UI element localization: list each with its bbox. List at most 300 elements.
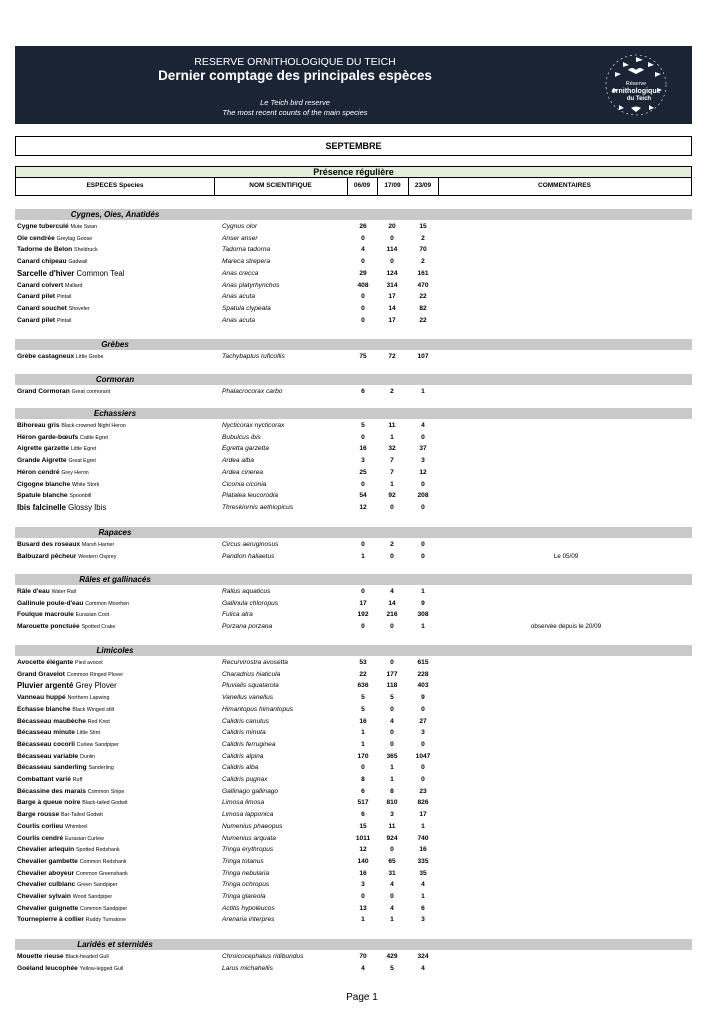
scientific-name: Calidris alpina [222, 752, 264, 760]
count-date-1: 26 [359, 223, 367, 230]
count-date-2: 92 [388, 492, 396, 500]
scientific-name: Threskiornis aethiopicus [222, 503, 294, 511]
count-date-2: 17 [388, 316, 396, 324]
count-date-3: 615 [417, 659, 429, 666]
count-date-1: 5 [361, 705, 365, 713]
count-date-2: 118 [386, 682, 398, 690]
species-en: Gadwall [68, 259, 88, 266]
species-fr: Avocette élégante [17, 659, 74, 666]
count-date-1: 0 [361, 541, 365, 548]
count-date-2: 4 [390, 717, 394, 725]
count-date-3: 37 [419, 445, 427, 453]
species-fr: Cigogne blanche [17, 480, 71, 488]
species-en: Black-tailed Godwit [82, 800, 128, 807]
species-en: Common Teal [76, 268, 125, 278]
count-date-3: 2 [421, 258, 425, 266]
count-date-3: 208 [417, 492, 429, 500]
species-fr: Bihoreau gris [17, 422, 60, 429]
section-title: Rapaces [98, 528, 132, 537]
scientific-name: Numenius arquata [222, 834, 276, 842]
page-title: Dernier comptage des principales espèces [158, 68, 432, 83]
scientific-name: Gallinago gallinago [222, 787, 279, 795]
count-date-3: 1047 [415, 752, 431, 760]
scientific-name: Circus aeruginosus [222, 541, 279, 548]
count-date-2: 5 [390, 964, 394, 972]
scientific-name: Anas acuta [222, 316, 255, 324]
section-header [15, 209, 692, 220]
count-date-3: 308 [417, 611, 429, 619]
table-row [15, 233, 692, 245]
table-row [15, 291, 692, 303]
count-date-1: 0 [361, 433, 365, 441]
section-header [15, 645, 692, 656]
species-en: Glossy Ibis [68, 502, 107, 512]
species-en: Yellow-legged Gull [79, 965, 124, 972]
count-date-3: 3 [421, 916, 425, 924]
species-en: Black Winged stilt [72, 706, 115, 713]
species-fr: Bécasseau variable [17, 752, 79, 760]
table-row [15, 739, 692, 751]
count-date-2: 4 [390, 904, 394, 912]
count-date-2: 1 [390, 480, 394, 488]
count-date-1: 0 [361, 764, 365, 772]
month-title: SEPTEMBRE [15, 136, 692, 156]
species-en: Wood Sandpiper [72, 894, 113, 900]
count-date-3: 0 [421, 776, 425, 783]
section-title: Cygnes, Oies, Anatidés [70, 210, 160, 219]
count-date-2: 32 [388, 445, 396, 453]
species-fr: Sarcelle d'hiver [17, 268, 75, 278]
count-date-2: 7 [390, 468, 394, 476]
species-en: Great cormorant [71, 389, 111, 395]
count-date-3: 324 [417, 953, 429, 960]
species-fr: Tadorne de Belon [17, 246, 73, 254]
table-row [15, 303, 692, 315]
scientific-name: Tringa totanus [222, 857, 264, 865]
table-row [15, 551, 692, 563]
species-fr: Ibis falcinelle [17, 502, 66, 512]
count-date-2: 5 [390, 694, 394, 702]
count-date-2: 429 [386, 953, 398, 960]
table-row [15, 891, 692, 903]
species-fr: Canard pilet [17, 293, 56, 301]
col-date-1: 06/09 [347, 178, 378, 196]
species-fr: Canard souchet [17, 304, 67, 312]
species-en: Ruddy Turnstone [85, 917, 127, 924]
scientific-name: Tadorna tadorna [222, 246, 271, 254]
count-date-1: 12 [359, 503, 367, 511]
count-date-1: 29 [359, 269, 367, 277]
species-fr: Goéland leucophée [17, 964, 78, 972]
count-date-3: 70 [419, 246, 427, 254]
comment: observée depuis le 20/09 [530, 623, 602, 631]
col-comments: COMMENTAIRES [438, 178, 692, 196]
species-name [17, 680, 117, 692]
species-name [17, 502, 106, 514]
count-date-1: 1011 [355, 834, 371, 842]
count-date-3: 0 [421, 764, 425, 772]
count-date-1: 1 [361, 916, 365, 924]
count-date-2: 1 [390, 776, 394, 783]
species-en: Dunlin [80, 753, 96, 760]
species-fr: Cygne tuberculé [17, 223, 69, 230]
count-date-2: 1 [390, 433, 394, 441]
species-en: Bar-Tailed Godwit [61, 812, 103, 819]
scientific-name: Fulica atra [222, 611, 253, 619]
species-en: Little Egret [70, 446, 97, 453]
scientific-name: Nycticorax nycticorax [222, 422, 285, 429]
table-row [15, 432, 692, 444]
scientific-name: Charadrius hiaticula [222, 670, 281, 678]
section-header [15, 408, 692, 419]
scientific-name: Ardea cinerea [222, 468, 264, 476]
count-date-1: 6 [361, 388, 365, 395]
table-row [15, 786, 692, 798]
count-date-2: 1 [390, 916, 394, 924]
species-en: Sanderling [88, 765, 114, 772]
count-date-1: 192 [357, 611, 369, 619]
species-en: Spotted Redshank [76, 847, 120, 854]
species-en: Little Grebe [76, 354, 104, 360]
count-date-2: 0 [390, 705, 394, 713]
table-row [15, 490, 692, 502]
species-en: Little Stint [76, 730, 101, 737]
species-en: Western Osprey [78, 553, 117, 560]
count-date-1: 636 [357, 682, 369, 690]
count-date-3: 107 [417, 353, 429, 360]
species-fr: Barge à queue noire [17, 799, 81, 807]
table-row [15, 598, 692, 610]
section-title: Cormoran [95, 375, 135, 384]
species-name [17, 268, 124, 280]
count-date-2: 0 [390, 552, 394, 560]
scientific-name: Calidris alba [222, 764, 259, 772]
species-name [17, 914, 126, 927]
species-en: Pintail [56, 294, 72, 301]
count-date-1: 1 [361, 729, 365, 737]
table-row [15, 386, 692, 398]
count-date-1: 13 [359, 904, 367, 912]
table-row [15, 256, 692, 268]
scientific-name: Himantopus himantopus [222, 705, 294, 713]
species-en: Northern Lapwing [67, 695, 110, 702]
scientific-name: Tachybaptus ruficollis [222, 353, 285, 360]
count-date-3: 23 [419, 787, 427, 795]
count-date-3: 740 [417, 834, 429, 842]
table-row [15, 221, 692, 233]
count-date-1: 53 [359, 659, 367, 666]
count-date-2: 8 [390, 787, 394, 795]
svg-text:ornithologique: ornithologique [611, 88, 661, 95]
count-date-2: 114 [386, 246, 398, 254]
count-date-2: 0 [390, 740, 394, 748]
species-fr: Foulque macroule [17, 611, 74, 619]
count-date-1: 517 [357, 799, 369, 807]
table-row [15, 903, 692, 915]
count-date-3: 0 [421, 433, 425, 441]
count-date-2: 177 [386, 670, 398, 678]
count-date-3: 161 [417, 269, 429, 277]
scientific-name: Chroicocephalus ridibundus [222, 953, 304, 960]
species-en: Spotted Crake [81, 624, 116, 631]
count-date-1: 6 [361, 787, 365, 795]
species-fr: Combattant varié [17, 776, 71, 783]
species-fr: Héron garde-bœufs [17, 433, 79, 441]
org-name: RESERVE ORNITHOLOGIQUE DU TEICH [194, 56, 396, 68]
species-en: Ruff [72, 777, 83, 783]
count-date-3: 0 [421, 705, 425, 713]
count-date-2: 2 [390, 541, 394, 548]
table-row [15, 268, 692, 280]
table-row [15, 502, 692, 514]
scientific-name: Tringa glareola [222, 893, 266, 900]
count-date-3: 335 [417, 857, 429, 865]
count-date-2: 20 [388, 223, 396, 230]
count-date-2: 0 [390, 729, 394, 737]
count-date-2: 65 [388, 857, 396, 865]
count-date-2: 216 [386, 611, 398, 619]
count-date-3: 35 [419, 869, 427, 877]
scientific-name: Limosa lapponica [222, 811, 274, 819]
species-en: Eurasian Curlew [65, 835, 104, 842]
count-date-1: 5 [361, 422, 365, 429]
table-row [15, 762, 692, 774]
col-species: ESPECES Species [15, 178, 215, 196]
section-title: Laridés et sternidés [77, 940, 153, 949]
count-date-1: 0 [361, 316, 365, 324]
count-date-1: 0 [361, 304, 365, 312]
page-number: Page 1 [346, 992, 378, 1003]
count-date-2: 11 [388, 422, 396, 429]
table-row [15, 586, 692, 598]
species-fr: Courlis corlieu [17, 822, 64, 830]
scientific-name: Actitis hypoleucos [222, 904, 275, 912]
species-fr: Chevalier culblanc [17, 881, 76, 889]
count-date-3: 1 [421, 623, 425, 631]
count-date-1: 0 [361, 893, 365, 900]
count-date-2: 0 [390, 846, 394, 854]
count-date-2: 72 [388, 353, 396, 360]
species-fr: Bécasseau sanderling [17, 764, 87, 772]
reserve-logo-icon [603, 50, 669, 120]
count-date-3: 82 [419, 304, 427, 312]
table-row [15, 669, 692, 681]
species-en: Great Egret [68, 458, 96, 465]
count-date-3: 3 [421, 457, 425, 465]
section-title: Grèbes [101, 340, 129, 349]
species-fr: Bécasseau cocorli [17, 740, 75, 748]
table-row [15, 455, 692, 467]
species-fr: Chevalier gambette [17, 857, 78, 865]
table-row [15, 716, 692, 728]
scientific-name: Ardea alba [222, 457, 254, 465]
table-row [15, 844, 692, 856]
count-date-3: 403 [417, 682, 429, 690]
species-name [17, 963, 123, 976]
scientific-name: Recurvirostra avosetta [222, 659, 288, 666]
scientific-name: Anas platyrhynchos [222, 281, 280, 289]
species-en: Grey Plover [75, 681, 117, 691]
count-date-2: 0 [390, 893, 394, 900]
scientific-name: Bubulcus ibis [222, 433, 261, 441]
count-date-1: 70 [359, 953, 367, 960]
count-date-2: 2 [390, 388, 394, 395]
count-date-3: 1 [421, 822, 425, 830]
section-header [15, 527, 692, 538]
table-row [15, 704, 692, 716]
count-date-3: 9 [421, 694, 425, 702]
count-date-1: 0 [361, 480, 365, 488]
count-date-2: 14 [388, 304, 396, 312]
section-header [15, 374, 692, 385]
species-fr: Pluvier argenté [17, 681, 74, 691]
comment: Le 05/09 [553, 552, 579, 560]
species-en: Pintail [56, 317, 72, 324]
count-date-3: 4 [421, 881, 425, 889]
table-row [15, 692, 692, 704]
table-row [15, 727, 692, 739]
count-date-1: 25 [359, 468, 367, 476]
section-title: Limicoles [96, 646, 134, 655]
col-date-2: 17/09 [377, 178, 409, 196]
subtitle-en-1: Le Teich bird reserve [260, 98, 330, 107]
species-fr: Tournepierre à collier [17, 916, 84, 924]
count-date-3: 9 [421, 599, 425, 607]
scientific-name: Cygnus olor [222, 223, 258, 230]
scientific-name: Phalacrocorax carbo [222, 388, 283, 395]
count-date-1: 1 [361, 740, 365, 748]
count-date-1: 4 [361, 246, 365, 254]
table-row [15, 797, 692, 809]
scientific-name: Spatula clypeata [222, 304, 271, 312]
species-en: Black-headed Gull [65, 954, 109, 960]
species-fr: Mouette rieuse [17, 953, 64, 960]
species-name [17, 315, 71, 328]
count-date-1: 0 [361, 623, 365, 631]
count-date-2: 0 [390, 234, 394, 242]
scientific-name: Calidris ferruginea [222, 740, 276, 748]
count-date-2: 31 [388, 869, 396, 877]
species-fr: Grèbe castagneux [17, 353, 75, 360]
count-date-1: 140 [357, 857, 369, 865]
count-date-2: 314 [386, 281, 398, 289]
scientific-name: Limosa limosa [222, 799, 265, 807]
table-row [15, 751, 692, 763]
species-fr: Barge rousse [17, 811, 60, 819]
species-en: Marsh Harrier [81, 542, 115, 548]
table-row [15, 539, 692, 551]
count-date-3: 0 [421, 552, 425, 560]
species-fr: Râle d'eau [17, 588, 50, 595]
species-en: Greylag Goose [56, 235, 93, 242]
species-en: Common Greenshank [76, 870, 128, 877]
count-date-2: 1 [390, 764, 394, 772]
table-row [15, 809, 692, 821]
count-date-1: 16 [359, 717, 367, 725]
count-date-1: 4 [361, 964, 365, 972]
table-row [15, 868, 692, 880]
count-date-1: 408 [357, 281, 369, 289]
scientific-name: Larus michahellis [222, 964, 273, 972]
species-fr: Canard chipeau [17, 258, 67, 266]
scientific-name: Egretta garzetta [222, 445, 269, 453]
species-fr: Héron cendré [17, 468, 60, 476]
col-scientific: NOM SCIENTIFIQUE [214, 178, 348, 196]
count-date-1: 75 [359, 353, 367, 360]
section-title: Râles et gallinacés [79, 575, 151, 584]
species-en: Common Sandpiper [80, 905, 128, 912]
count-date-3: 22 [419, 293, 427, 301]
scientific-name: Tringa ochropus [222, 881, 270, 889]
count-date-1: 6 [361, 811, 365, 819]
count-date-3: 1 [421, 893, 425, 900]
table-row [15, 420, 692, 432]
count-date-2: 924 [386, 834, 398, 842]
species-fr: Courlis cendré [17, 834, 64, 842]
species-en: Spoonbill [69, 493, 92, 500]
species-fr: Balbuzard pêcheur [17, 552, 77, 560]
count-date-2: 0 [390, 258, 394, 266]
count-date-3: 0 [421, 740, 425, 748]
count-date-3: 6 [421, 904, 425, 912]
species-en: Cattle Egret [80, 434, 109, 441]
species-name [17, 551, 116, 564]
count-date-1: 8 [361, 776, 365, 783]
count-date-3: 16 [419, 846, 427, 854]
count-date-1: 16 [359, 445, 367, 453]
section-header [15, 939, 692, 950]
header-banner [15, 46, 692, 124]
species-name [17, 386, 110, 399]
species-fr: Chevalier sylvain [17, 893, 71, 900]
count-date-3: 0 [421, 480, 425, 488]
table-row [15, 609, 692, 621]
scientific-name: Gallinula chloropus [222, 599, 279, 607]
species-en: Common Moorhen [85, 600, 130, 607]
scientific-name: Calidris canutus [222, 717, 269, 725]
species-en: Common Snipe [87, 788, 125, 795]
count-date-3: 27 [419, 717, 427, 725]
species-fr: Canard colvert [17, 281, 64, 289]
table-row [15, 657, 692, 669]
species-fr: Bécasseau maubèche [17, 717, 86, 725]
scientific-name: Platalea leucorodia [222, 492, 279, 500]
count-date-1: 17 [359, 599, 367, 607]
count-date-2: 4 [390, 588, 394, 595]
species-fr: Gallinule poule-d'eau [17, 599, 84, 607]
species-fr: Bécasseau minute [17, 729, 75, 737]
scientific-name: Vanellus vanellus [222, 694, 274, 702]
count-date-1: 5 [361, 694, 365, 702]
species-en: Red Knot [87, 718, 110, 725]
section-header [15, 339, 692, 350]
table-row [15, 856, 692, 868]
species-fr: Chevalier aboyeur [17, 869, 75, 877]
table-row [15, 479, 692, 491]
table-row [15, 833, 692, 845]
count-date-1: 170 [357, 752, 369, 760]
count-date-2: 365 [386, 752, 398, 760]
count-date-2: 14 [388, 599, 396, 607]
species-en: Grey Heron [61, 469, 89, 476]
table-row [15, 244, 692, 256]
table-row [15, 963, 692, 975]
scientific-name: Anas crecca [222, 269, 259, 277]
table-row [15, 315, 692, 327]
scientific-name: Pandion haliaetus [222, 552, 275, 560]
table-row [15, 467, 692, 479]
count-date-2: 17 [388, 293, 396, 301]
